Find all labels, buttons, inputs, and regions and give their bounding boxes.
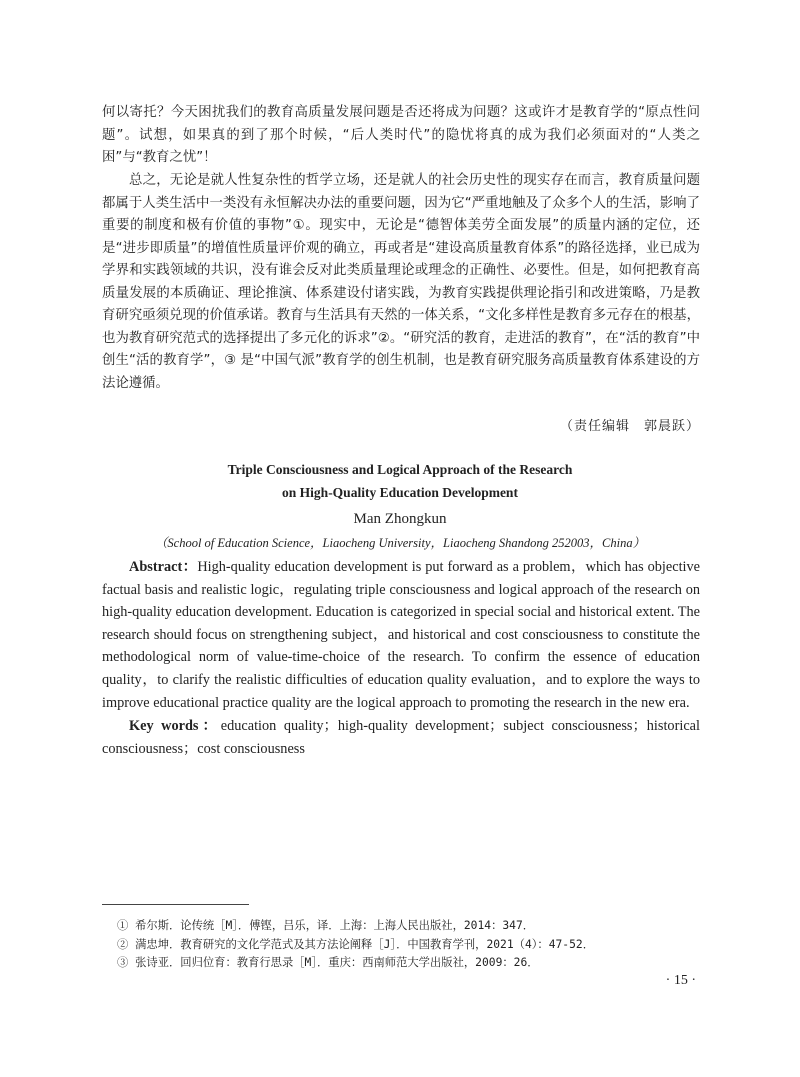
footnote-3: ③ 张诗亚．回归位育：教育行思录［M］．重庆：西南师范大学出版社，2009：26．: [117, 956, 539, 969]
english-title: [0, 458, 800, 504]
footnote-2: ② 满忠坤．教育研究的文化学范式及其方法论阐释［J］．中国教育学刊，2021（4）：47-52．: [117, 937, 595, 951]
keywords-label: Key words：: [129, 718, 221, 734]
english-keywords: [102, 715, 700, 760]
footnote-1: ① 希尔斯．论传统［M］．傅铿，吕乐，译．上海：上海人民出版社，2014：347．: [117, 919, 535, 932]
english-title-line-2: on High-Quality Education Development: [282, 485, 518, 500]
abstract-label: Abstract：: [129, 559, 198, 575]
footnotes: [117, 917, 697, 973]
keywords-text: education quality；high-quality development；subject consciousness；historical consciousness；cost consciousness: [102, 718, 700, 757]
footnote-divider: [102, 904, 249, 905]
author-name: Man Zhongkun: [353, 511, 447, 527]
responsible-editor: （责任编辑 郭晨跃）: [559, 419, 700, 434]
body-paragraph-1: 何以寄托？今天困扰我们的教育高质量发展问题是否还将成为问题？这或许才是教育学的“原点性问题”。试想，如果真的到了那个时候，“后人类时代”的隐忧将真的成为我们必须面对的“人类之困”与“教育之忧”！: [102, 105, 700, 165]
english-title-line-1: Triple Consciousness and Logical Approach of the Research: [227, 462, 573, 477]
english-abstract: [102, 556, 700, 714]
page-number: · 15 ·: [665, 973, 696, 988]
body-paragraph-2: 总之，无论是就人性复杂性的哲学立场，还是就人的社会历史性的现实存在而言，教育质量问题都属于人类生活中一类没有永恒解决办法的重要问题，因为它“严重地触及了众多个人的生活，影响了重要的制度和极有价值的事物”①。现实中，无论是“德智体美劳全面发展”的质量内涵的定位，还是“进步即质量”的增值性质量评价观的确立，再或者是“建设高质量教育体系”的路径选择，业已成为学界和实践领域的共识，没有谁会反对此类质量理论或理念的正确性、必要性。但是，如何把教育高质量发展的本质确证、理论推演、体系建设付诸实践，为教育实践提供理论指引和改进策略，乃是教育研究亟须兑现的价值承诺。教育与生活具有天然的一体关系，“文化多样性是教育多元存在的根基，也为教育研究范式的选择提出了多元化的诉求”②。“研究活的教育，走进活的教育”，在“活的教育”中创生“活的教育学”，③ 是“中国气派”教育学的创生机制，也是教育研究服务高质量教育体系建设的方法论遵循。: [102, 173, 700, 391]
author-affiliation: （School of Education Science，Liaocheng University，Liaocheng Shandong 252003，China）: [154, 536, 646, 550]
abstract-text: High-quality education development is put forward as a problem，which has objective factual basis and realistic logic，regulating triple consciousness and logical approach of the research on high-quality education development. Education is categorized in special social and historical extent. The research should focus on strengthening subject，and historical and cost consciousness to constitute the methodological norm of value-time-choice of the research. To confirm the essence of education quality，to clarify the realistic difficulties of education quality evaluation，and to explore the ways to improve educational practice quality are the logical approach to promoting the research in the new era.: [102, 559, 701, 711]
